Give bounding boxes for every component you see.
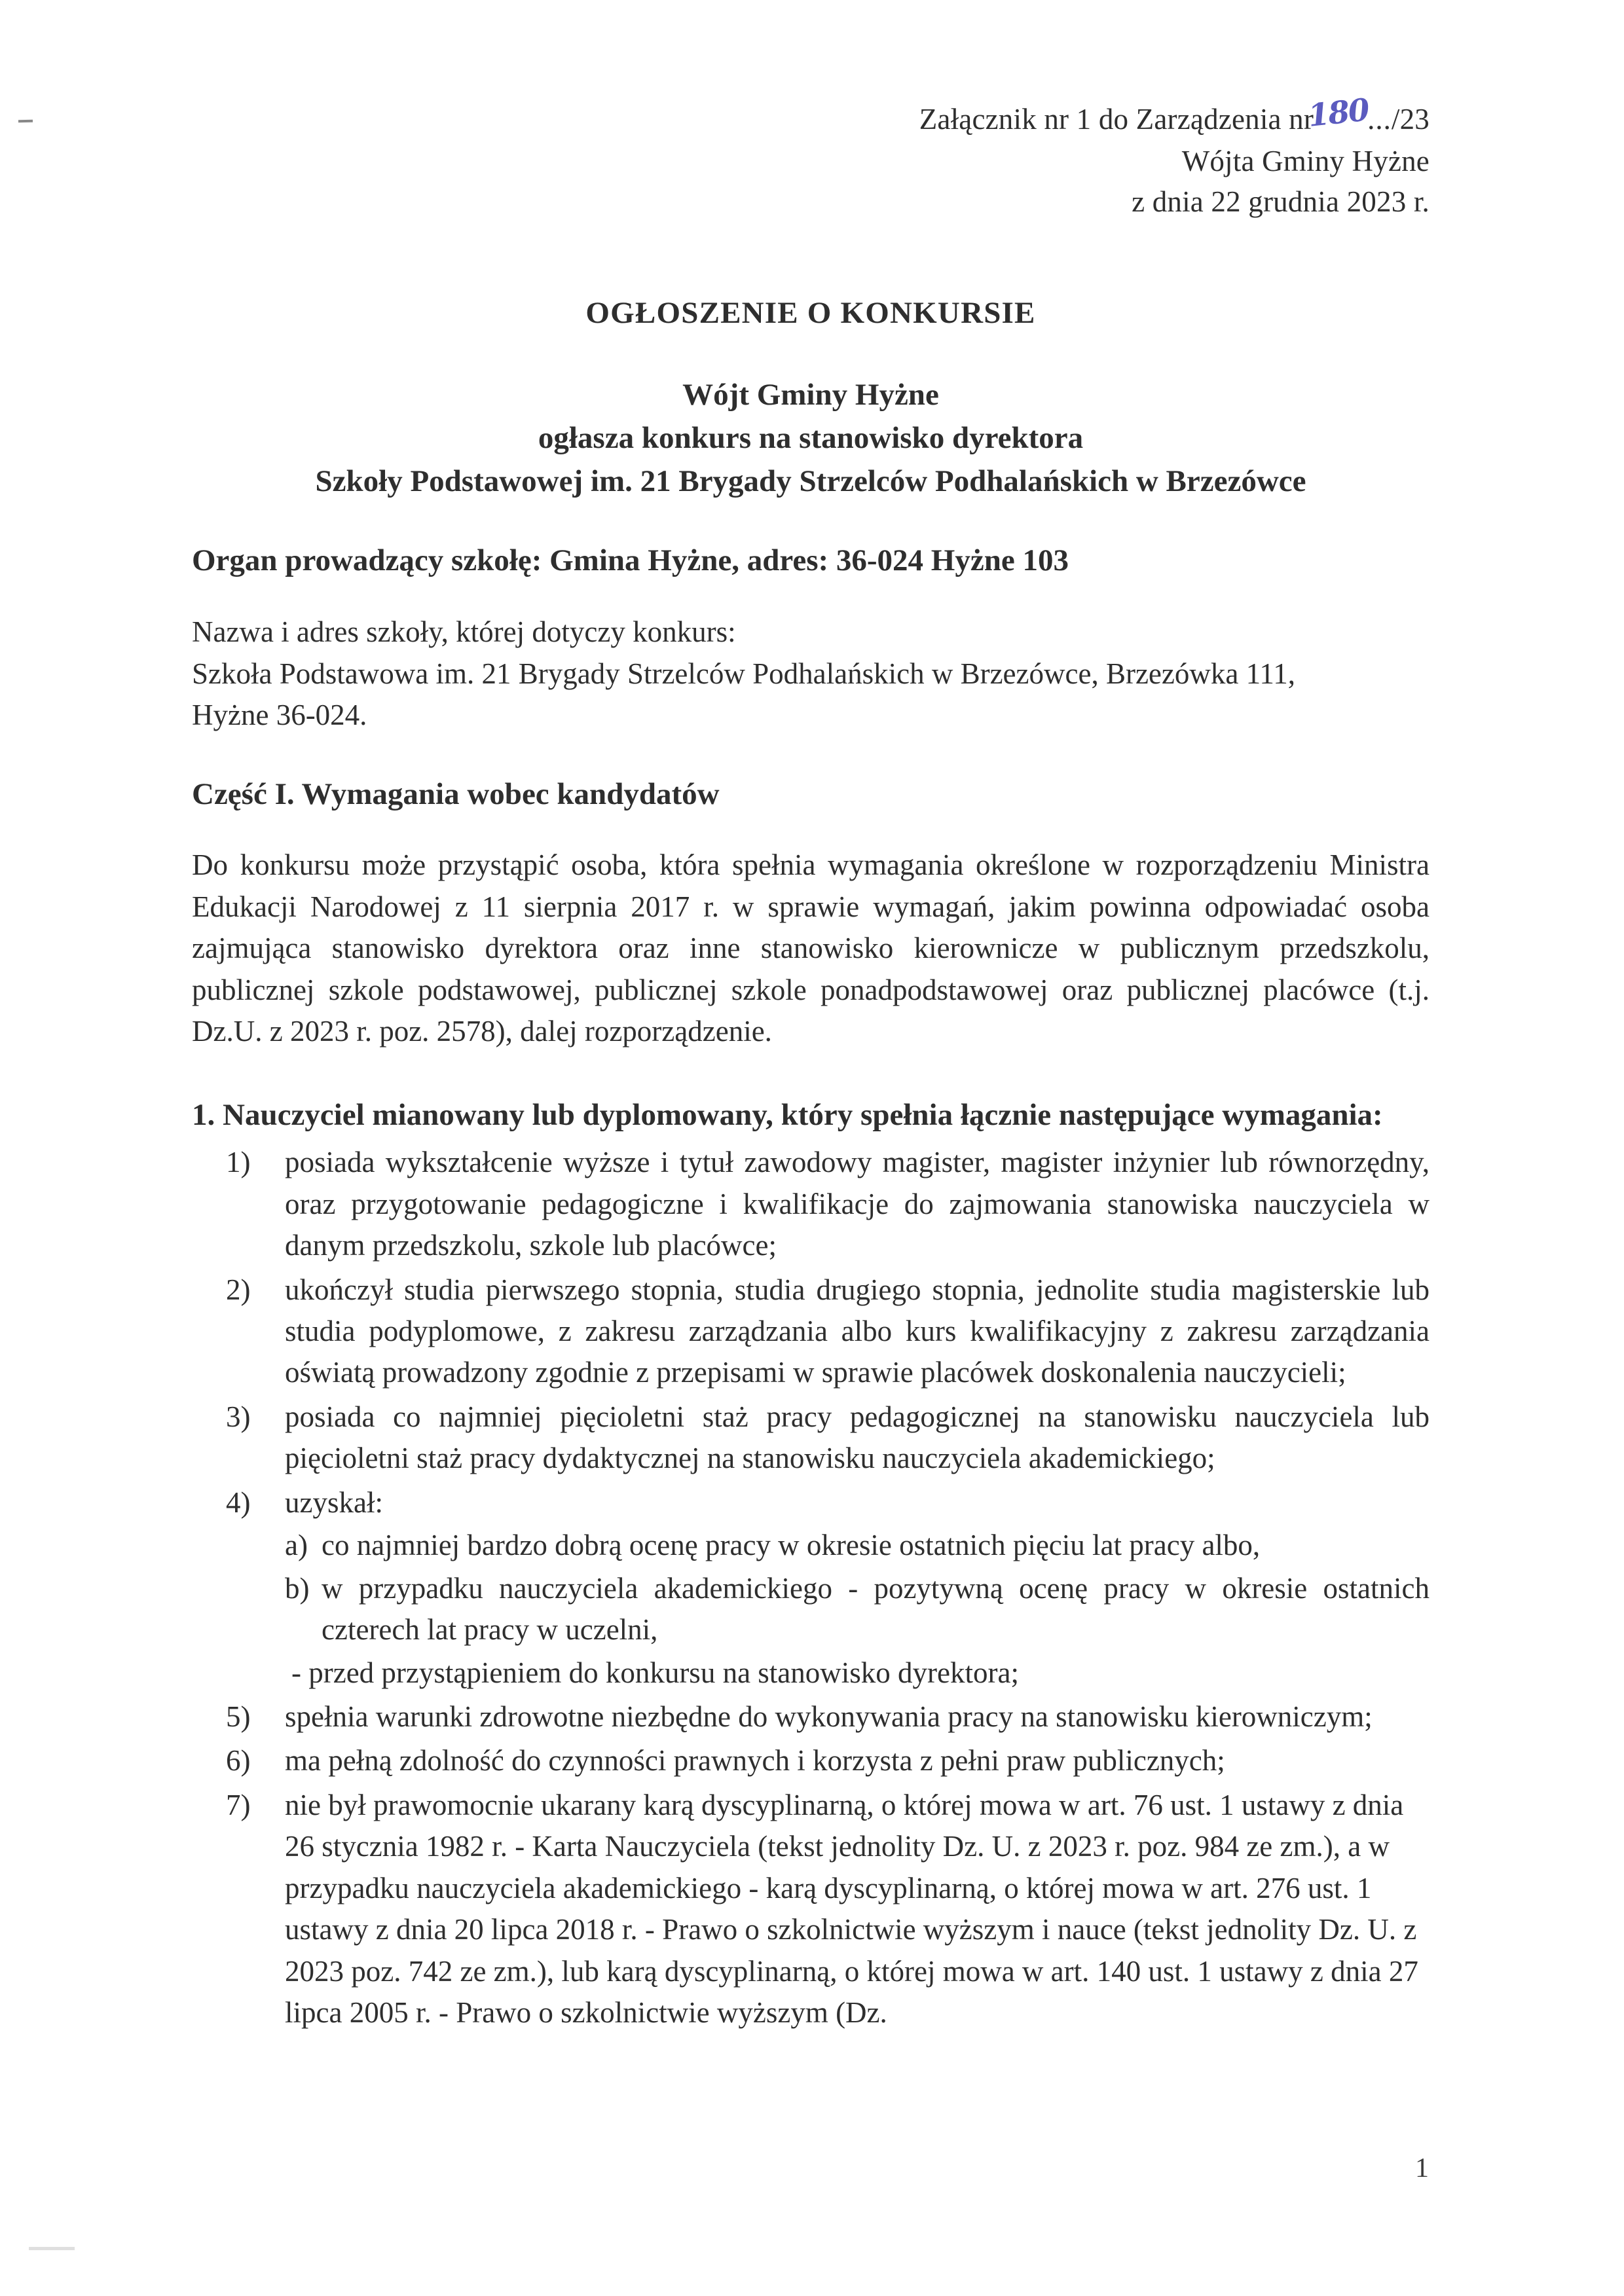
part-one-intro-paragraph: Do konkursu może przystąpić osoba, która spełnia wymagania określone w rozporządzeniu Ministra Edukacji Narodowej z 11 sierpnia 2017 r. w sprawie wymagań, jakim powinna odpowiadać osoba zajmująca stanowisko dyrektora oraz inne stanowisko kierownicze w publicznym przedszkolu, publicznej szkole podstawowej, publicznej szkole ponadpodstawowej oraz publicznej placówce (t.j. Dz.U. z 2023 r. poz. 2578), dalej rozporządzenie. <box>192 848 1430 1048</box>
list-item-marker: 6) <box>226 1744 251 1777</box>
list-item-text: nie był prawomocnie ukarany karą dyscyplinarną, o której mowa w art. 76 ust. 1 ustawy z dnia 26 stycznia 1982 r. - Karta Nauczyciela (tekst jednolity Dz. U. z 2023 r. poz. 984 ze zm.), a w przypadku nauczyciela akademickiego - karą dyscyplinarną, o której mowa w art. 276 ust. 1 ustawy z dnia 20 lipca 2018 r. - Prawo o szkolnictwie wyższym i nauce (tekst jednolity Dz. U. z 2023 poz. 742 ze zm.), lub karą dyscyplinarną, o której mowa w art. 140 ust. 1 ustawy z dnia 27 lipca 2005 r. - Prawo o szkolnictwie wyższym (Dz. <box>285 1788 1418 2030</box>
list-item-text: ukończył studia pierwszego stopnia, studia drugiego stopnia, jednolite studia magisterskie lub studia podyplomowe, z zakresu zarządzania albo kurs kwalifikacyjny z zakresu zarządzania oświatą prowadzony zgodnie z przepisami w sprawie placówek doskonalenia nauczycieli; <box>285 1273 1430 1389</box>
sublist-trailing-dash-line: - przed przystąpieniem do konkursu na stanowisko dyrektora; <box>291 1656 1019 1689</box>
header-attachment-suffix: /23 <box>1391 103 1430 136</box>
school-address-line-1: Szkoła Podstawowa im. 21 Brygady Strzelców Podhalańskich w Brzezówce, Brzezówka 111, <box>192 657 1295 690</box>
list-item-text: uzyskał: <box>285 1485 383 1519</box>
sublist-item-marker: a) <box>285 1529 308 1562</box>
list-item-marker: 7) <box>226 1788 251 1821</box>
header-line-date: z dnia 22 grudnia 2023 r. <box>1132 185 1430 218</box>
list-item-marker: 1) <box>226 1146 251 1179</box>
list-item <box>192 1696 1430 1738</box>
requirement-group-heading: 1. Nauczyciel mianowany lub dyplomowany, który spełnia łącznie następujące wymagania: <box>192 1097 1383 1132</box>
list-item-text: ma pełną zdolność do czynności prawnych i korzysta z pełni praw publicznych; <box>285 1744 1225 1777</box>
sublist-item <box>285 1525 1430 1566</box>
school-block <box>192 611 1430 736</box>
part-one-heading: Część I. Wymagania wobec kandydatów <box>192 776 720 811</box>
list-item-marker: 2) <box>226 1273 251 1306</box>
sublist-item-marker: b) <box>285 1571 310 1605</box>
header-printed-dots: ... <box>1367 103 1392 136</box>
requirements-list <box>192 1142 1430 2033</box>
governing-body-line: Organ prowadzący szkołę: Gmina Hyżne, adres: 36-024 Hyżne 103 <box>192 543 1069 578</box>
handwritten-ordinance-number: 180 <box>1306 92 1371 134</box>
list-item-marker: 3) <box>226 1400 251 1433</box>
header-line-attachment <box>192 92 1430 141</box>
page-title: OGŁOSZENIE O KONKURSIE <box>585 296 1036 331</box>
scan-artifact-top-left <box>18 120 33 122</box>
subtitle-authority: Wójt Gminy Hyżne <box>682 378 939 412</box>
page-content <box>192 0 1430 2033</box>
document-header <box>192 0 1430 222</box>
scan-artifact-bottom-left <box>29 2247 75 2250</box>
list-item <box>192 1142 1430 1266</box>
school-address-line-2: Hyżne 36-024. <box>192 699 367 732</box>
list-item-text: posiada co najmniej pięcioletni staż pracy pedagogicznej na stanowisku nauczyciela lub pięcioletni staż pracy dydaktycznej na stanowisku nauczyciela akademickiego; <box>285 1400 1430 1475</box>
list-item <box>192 1740 1430 1781</box>
list-item <box>192 1785 1430 2034</box>
sublist-item-text: co najmniej bardzo dobrą ocenę pracy w okresie ostatnich pięciu lat pracy albo, <box>322 1529 1261 1562</box>
header-line-authority: Wójta Gminy Hyżne <box>1181 144 1430 177</box>
subtitle-announcement: ogłasza konkurs na stanowisko dyrektora <box>538 420 1084 455</box>
list-item-marker: 4) <box>226 1485 251 1519</box>
subtitle-block <box>192 374 1430 503</box>
header-attachment-prefix: Załącznik nr 1 do Zarządzenia nr <box>919 103 1314 136</box>
list-item <box>192 1396 1430 1480</box>
sublist <box>285 1525 1430 1650</box>
list-item-text: posiada wykształcenie wyższe i tytuł zawodowy magister, magister inżynier lub równorzędny, oraz przygotowanie pedagogiczne i kwalifikacje do zajmowania stanowiska nauczyciela w danym przedszkolu, szkole lub placówce; <box>285 1146 1430 1262</box>
list-item <box>192 1269 1430 1394</box>
page-number: 1 <box>1415 2153 1429 2183</box>
list-item <box>192 1482 1430 1694</box>
sublist-item <box>285 1568 1430 1651</box>
subtitle-school-name: Szkoły Podstawowej im. 21 Brygady Strzelców Podhalańskich w Brzezówce <box>315 464 1306 498</box>
school-label: Nazwa i adres szkoły, której dotyczy konkurs: <box>192 615 736 649</box>
list-item-text: spełnia warunki zdrowotne niezbędne do wykonywania pracy na stanowisku kierowniczym; <box>285 1700 1373 1733</box>
sublist-item-text: w przypadku nauczyciela akademickiego - pozytywną ocenę pracy w okresie ostatnich czterech lat pracy w uczelni, <box>322 1571 1430 1647</box>
list-item-marker: 5) <box>226 1700 251 1733</box>
